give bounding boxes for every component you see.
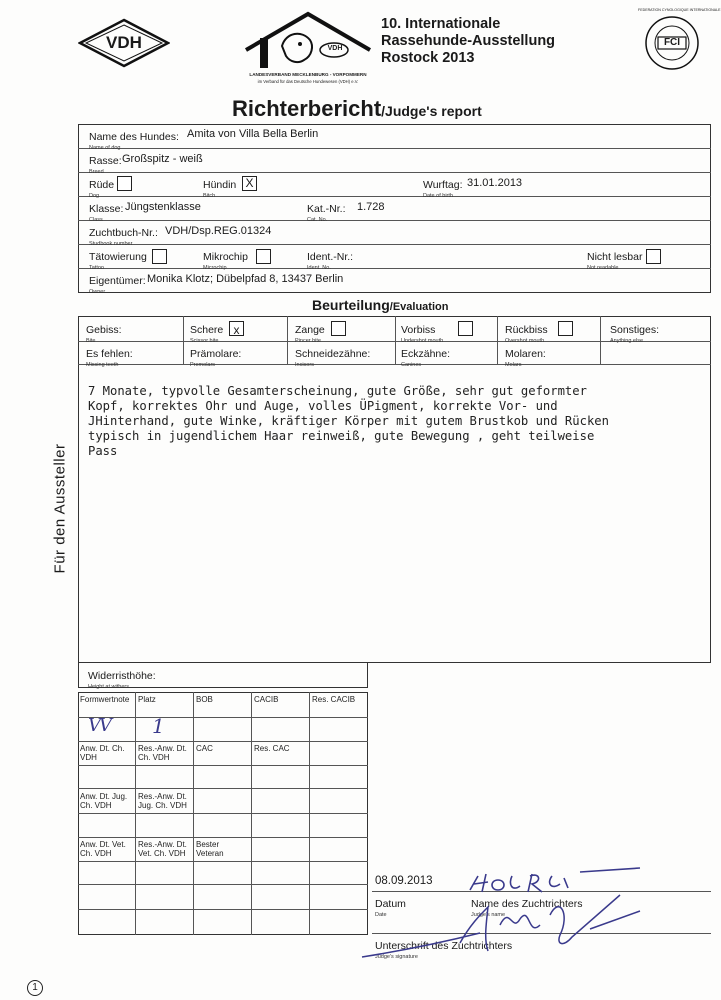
res-cacib-header: Res. CACIB — [312, 695, 356, 704]
tattoo-label: Tätowierung — [89, 251, 147, 263]
molar-label: Molaren: — [505, 348, 546, 360]
pincer-checkbox[interactable] — [331, 321, 346, 336]
report-line: JHinterhand, gute Winke, kräftiger Körper mit gutem Brustkob und Rücken — [88, 414, 609, 428]
pincer-label: Zange — [295, 324, 325, 336]
date-sub: Date — [375, 912, 387, 918]
undershot-label: Vorbiss — [401, 324, 436, 336]
premolar-field — [190, 344, 241, 368]
owner-field — [89, 271, 146, 295]
report-line: typisch in jugendlichem Haar reinweiß, gute Bewegung , geht teilweise — [88, 429, 595, 443]
male-sub: Dog — [89, 193, 100, 199]
overshot-label: Rückbiss — [505, 324, 548, 336]
row3-cell: Anw. Dt. Jug. Ch. VDH — [80, 792, 128, 810]
male-checkbox[interactable] — [117, 176, 132, 191]
landesverband-line1: LANDESVERBAND MECKLENBURG - VORPOMMERN — [249, 72, 367, 77]
report-line: Pass — [88, 444, 118, 458]
female-sub: Bitch — [203, 193, 216, 199]
canine-label: Eckzähne: — [401, 348, 451, 360]
chip-field — [203, 247, 248, 271]
row4-cell: Anw. Dt. Vet. Ch. VDH — [80, 840, 126, 858]
evaluation-heading-sub: /Evaluation — [389, 301, 449, 313]
undershot-sub: Undershot mouth — [401, 338, 444, 344]
tattoo-field — [89, 247, 147, 271]
unreadable-field — [587, 247, 642, 271]
event-line1: 10. Internationale — [381, 16, 501, 32]
pincer-field — [295, 320, 325, 344]
judge-sign-sub: Judge's signature — [375, 954, 418, 960]
fci-logo — [638, 8, 721, 71]
report-line: 7 Monate, typvolle Gesamterscheinung, gute Größe, sehr gut geformter — [88, 384, 587, 398]
tattoo-sub: Tattoo — [89, 265, 104, 271]
incisor-field — [295, 344, 370, 368]
date-value: 08.09.2013 — [375, 875, 433, 887]
dob-label: Wurftag: — [423, 179, 463, 191]
dob-value: 31.01.2013 — [467, 177, 523, 189]
dob-sub: Date of birth — [423, 193, 453, 199]
landesverband-line2: im Verband für das Deutsche Hundewesen (VDH) e.V. — [257, 79, 359, 84]
owner-label: Eigentümer: — [89, 275, 146, 287]
grade-header: Formwertnote — [80, 695, 130, 704]
studbook-label: Zuchtbuch-Nr.: — [89, 227, 158, 239]
row3-cell: Res.-Anw. Dt. Jug. Ch. VDH — [138, 792, 187, 810]
unreadable-label: Nicht lesbar — [587, 251, 643, 263]
overshot-checkbox[interactable] — [558, 321, 573, 336]
evaluation-heading — [312, 297, 448, 315]
judge-name-label: Name des Zuchtrichters — [471, 898, 583, 910]
date-label: Datum — [375, 898, 406, 910]
bite-field — [86, 320, 122, 344]
studbook-sub: Studbook number — [89, 241, 133, 247]
ident-label: Ident.-Nr.: — [307, 251, 354, 263]
ident-sub: Ident. No. — [307, 265, 331, 271]
title-sub: /Judge's report — [381, 103, 482, 119]
chip-sub: Microchip — [203, 265, 227, 271]
overshot-sub: Overshot mouth — [505, 338, 545, 344]
class-label: Klasse: — [89, 203, 124, 215]
female-checkbox[interactable]: X — [242, 176, 257, 191]
overshot-field — [505, 320, 548, 344]
height-field — [88, 666, 156, 690]
class-sub: Class — [89, 217, 103, 223]
bite-label: Gebiss: — [86, 324, 122, 336]
landesverband-logo — [242, 10, 374, 88]
row2-cell: Anw. Dt. Ch. VDH — [80, 744, 125, 762]
grade-value: VV — [88, 715, 110, 736]
female-field — [203, 175, 236, 199]
breed-value: Großspitz - weiß — [122, 153, 203, 165]
fci-logo-text: FCI — [663, 37, 681, 48]
chip-label: Mikrochip — [203, 251, 248, 263]
other-field — [610, 320, 659, 344]
incisor-sub: Incisors — [295, 362, 314, 368]
landesverband-badge: VDH — [327, 45, 343, 52]
canine-field — [401, 344, 450, 368]
missing-sub: Missing teeth — [86, 362, 119, 368]
catno-value: 1.728 — [357, 201, 385, 213]
title-main: Richterbericht — [232, 96, 382, 121]
undershot-field — [401, 320, 443, 344]
vdh-logo — [78, 18, 170, 68]
ident-field — [307, 247, 353, 271]
page-number-text: 1 — [32, 982, 38, 993]
female-label: Hündin — [203, 179, 237, 191]
handwritten-signature — [360, 885, 660, 965]
class-value: Jüngstenklasse — [125, 201, 201, 213]
catno-field — [307, 199, 346, 223]
page-number — [27, 980, 43, 996]
premolar-label: Prämolare: — [190, 348, 242, 360]
scissor-sub: Scissor bite — [190, 338, 219, 344]
bite-sub: Bite — [86, 338, 96, 344]
pincer-sub: Pincer bite — [295, 338, 321, 344]
dog-name-sub: Name of dog — [89, 145, 121, 151]
premolar-sub: Premolars — [190, 362, 216, 368]
studbook-field — [89, 223, 158, 247]
report-text — [88, 384, 706, 459]
place-header: Platz — [138, 695, 156, 704]
page-title — [232, 96, 482, 122]
unreadable-sub: Not readable — [587, 265, 619, 271]
breed-label: Rasse: — [89, 155, 122, 167]
molar-sub: Molars — [505, 362, 522, 368]
event-line2: Rassehunde-Ausstellung — [381, 33, 556, 49]
evaluation-box — [78, 316, 711, 663]
breed-sub: Breed — [89, 169, 104, 175]
molar-field — [505, 344, 546, 368]
scissor-field — [190, 320, 223, 344]
owner-sub: Owner — [89, 289, 106, 295]
row2-cell: CAC — [196, 744, 213, 753]
height-label: Widerristhöhe: — [88, 670, 156, 682]
dog-name-value: Amita von Villa Bella Berlin — [187, 128, 319, 140]
event-title — [381, 16, 555, 67]
scissor-checkbox[interactable]: x — [229, 321, 244, 336]
unreadable-checkbox[interactable] — [646, 249, 661, 264]
report-line: Kopf, korrektes Ohr und Auge, volles ÜPigment, korrekte Vor- und — [88, 399, 558, 413]
class-field — [89, 199, 123, 223]
judge-sign-label: Unterschrift des Zuchtrichters — [375, 940, 513, 952]
incisor-label: Schneidezähne: — [295, 348, 371, 360]
other-label: Sonstiges: — [610, 324, 660, 336]
cacib-header: CACIB — [254, 695, 279, 704]
vdh-logo-text: VDH — [106, 33, 142, 52]
breed-field — [89, 151, 122, 175]
place-value: 1 — [152, 714, 165, 738]
studbook-value: VDH/Dsp.REG.01324 — [165, 225, 272, 237]
row2-cell: Res. CAC — [254, 744, 290, 753]
evaluation-heading-main: Beurteilung — [312, 297, 390, 313]
row4-cell: Bester Veteran — [196, 840, 224, 858]
height-sub: Height at withers — [88, 684, 129, 690]
missing-label: Es fehlen: — [86, 348, 133, 360]
male-label: Rüde — [89, 179, 115, 191]
dog-name-field — [89, 127, 179, 151]
catno-label: Kat.-Nr.: — [307, 203, 346, 215]
event-line3: Rostock 2013 — [381, 50, 475, 66]
judge-name-sub: Judge's name — [471, 912, 506, 918]
bob-header: BOB — [196, 695, 213, 704]
other-sub: Anything else — [610, 338, 644, 344]
scissor-label: Schere — [190, 324, 224, 336]
fci-ring-text: FEDERATION CYNOLOGIQUE INTERNATIONALE — [638, 8, 721, 12]
row4-cell: Res.-Anw. Dt. Vet. Ch. VDH — [138, 840, 187, 858]
tattoo-checkbox[interactable] — [152, 249, 167, 264]
dob-field — [423, 175, 463, 199]
row2-cell: Res.-Anw. Dt. Ch. VDH — [138, 744, 187, 762]
undershot-checkbox[interactable] — [458, 321, 473, 336]
canine-sub: Canines — [401, 362, 422, 368]
owner-value: Monika Klotz; Dübelpfad 8, 13437 Berlin — [147, 273, 344, 285]
catno-sub: Cat. No. — [307, 217, 328, 223]
chip-checkbox[interactable] — [256, 249, 271, 264]
male-field — [89, 175, 114, 199]
missing-field — [86, 344, 133, 368]
side-label: Für den Aussteller — [51, 443, 69, 574]
dog-name-label: Name des Hundes: — [89, 131, 179, 143]
